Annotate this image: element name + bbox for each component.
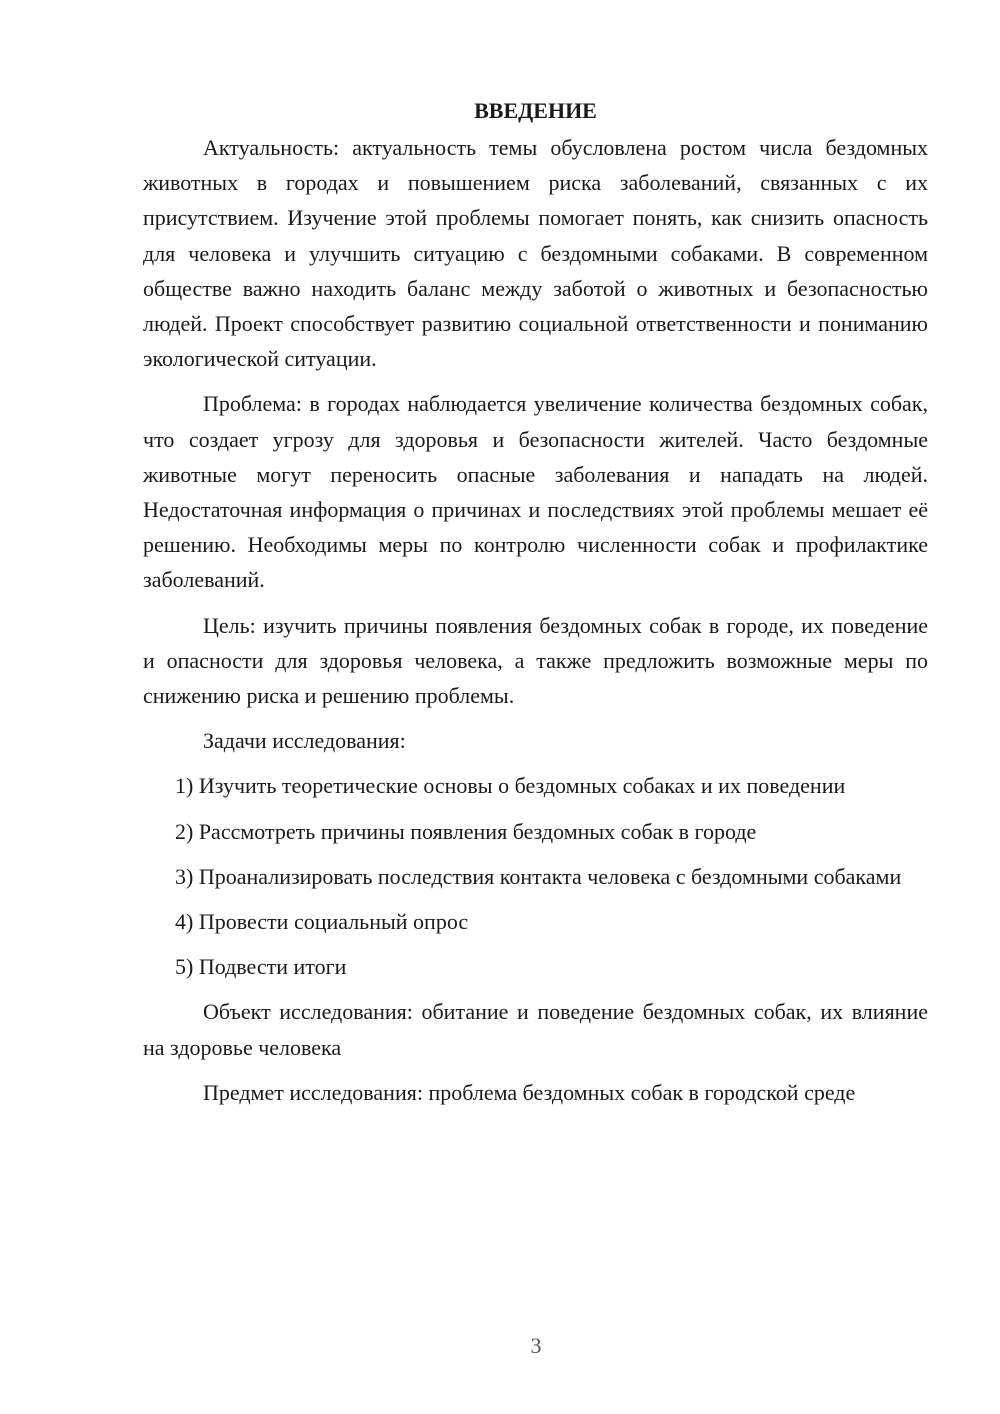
task-item-1: 1) Изучить теоретические основы о бездомных собаках и их поведении xyxy=(175,773,846,799)
task-item-3: 3) Проанализировать последствия контакта человека с бездомными собаками xyxy=(175,863,902,889)
subject-paragraph: Предмет исследования: проблема бездомных собак в городской среде xyxy=(203,1079,856,1105)
page-title: ВВЕДЕНИЕ xyxy=(474,98,597,123)
object-paragraph: Объект исследования: обитание и поведение бездомных собак, их влияние на здоровье человека xyxy=(143,999,928,1060)
page-number: 3 xyxy=(530,1333,542,1358)
task-item-4: 4) Провести социальный опрос xyxy=(175,909,469,935)
relevance-paragraph: Актуальность: актуальность темы обусловлена ростом числа бездомных животных в городах и повышением риска заболеваний, связанных с их присутствием. Изучение этой проблемы помогает понять, как снизить опасность для человека и улучшить ситуацию с бездомными собаками. В современном обществе важно находить баланс между заботой о животных и безопасностью людей. Проект способствует развитию социальной ответственности и пониманию экологической ситуации. xyxy=(143,135,928,372)
tasks-heading: Задачи исследования: xyxy=(203,728,406,754)
document-page xyxy=(143,96,928,1120)
task-item-5: 5) Подвести итоги xyxy=(175,954,347,980)
task-item-2: 2) Рассмотреть причины появления бездомных собак в городе xyxy=(175,818,757,844)
problem-paragraph: Проблема: в городах наблюдается увеличение количества бездомных собак, что создает угрозу для здоровья и безопасности жителей. Часто бездомные животные могут переносить опасные заболевания и нападать на людей. Недостаточная информация о причинах и последствиях этой проблемы мешает её решению. Необходимы меры по контролю численности собак и профилактике заболеваний. xyxy=(143,391,928,593)
goal-paragraph: Цель: изучить причины появления бездомных собак в городе, их поведение и опасности для здоровья человека, а также предложить возможные меры по снижению риска и решению проблемы. xyxy=(143,612,928,709)
